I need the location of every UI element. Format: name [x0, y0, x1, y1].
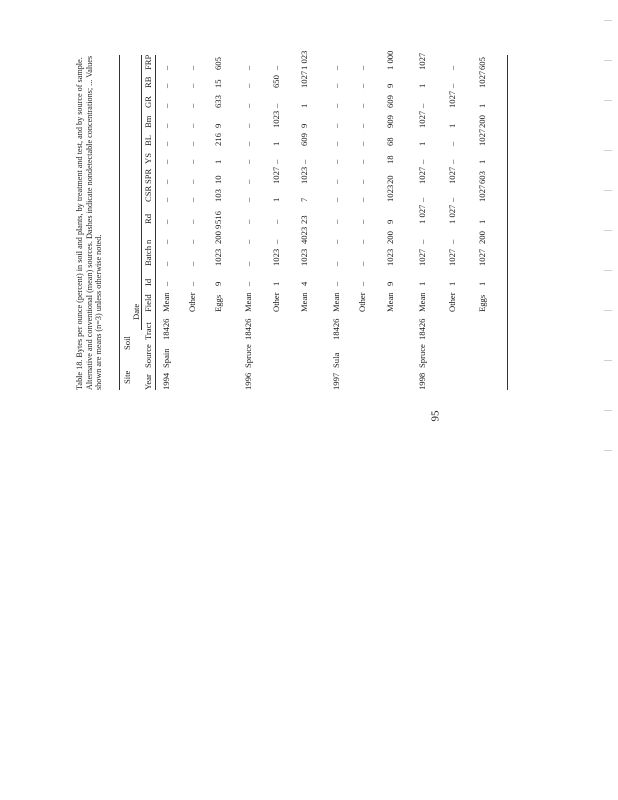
table-cell: –	[331, 197, 341, 202]
table-cell: –	[271, 103, 281, 108]
header-mid-rule	[141, 55, 142, 330]
table-cell: –	[243, 261, 253, 266]
row-label-cell: Other	[447, 292, 457, 312]
table-cell: –	[271, 219, 281, 224]
table-cell: 7	[299, 197, 309, 202]
edge-mark	[604, 230, 612, 231]
header-col: YS	[143, 153, 153, 164]
table-cell: –	[243, 65, 253, 70]
table-cell: 1	[447, 123, 457, 128]
table-cell: –	[417, 197, 427, 202]
table-cell: –	[357, 197, 367, 202]
row-label-cell: Mean	[417, 292, 427, 312]
header-col: Source	[143, 344, 153, 368]
table-cell: 1	[417, 83, 427, 88]
table-cell: 1	[417, 281, 427, 286]
table-cell: –	[187, 103, 197, 108]
table-cell: 15	[213, 79, 223, 88]
row-label-cell: Other	[187, 292, 197, 312]
row-label-cell: 1997	[331, 372, 341, 390]
row-label-cell: 18426	[417, 318, 427, 340]
table-cell: –	[243, 179, 253, 184]
table-cell: –	[331, 123, 341, 128]
header-col: FRP	[143, 54, 153, 70]
table-cell: –	[187, 281, 197, 286]
table-caption: Table 18. Bytes per ounce (percent) in soil and plants, by treatment and test, and by source of sample. Alternative and conventional (mean) sources. Dashes indicate nondetectable concentrations; ... Values shown are means (n=3) unless otherwise noted.	[75, 55, 103, 390]
header-col: n	[143, 239, 153, 244]
page-edge-marks	[604, 0, 614, 500]
table-cell: –	[447, 239, 457, 244]
row-label-cell: 18426	[161, 318, 171, 340]
edge-mark	[604, 190, 612, 191]
table-cell: 1 027	[417, 204, 427, 224]
edge-mark	[604, 310, 612, 311]
table-top-rule	[119, 55, 120, 390]
table-cell: –	[357, 123, 367, 128]
table-cell: –	[161, 239, 171, 244]
table-cell: –	[271, 159, 281, 164]
header-col: BL	[143, 135, 153, 146]
table-cell: –	[447, 141, 457, 146]
row-label-cell: Mean	[331, 292, 341, 312]
header-col: Tract	[143, 322, 153, 340]
table-cell: 9	[385, 219, 395, 224]
table-cell: –	[447, 65, 457, 70]
header-col: GR	[143, 96, 153, 108]
page-number: 95	[429, 410, 442, 422]
table-cell: –	[357, 261, 367, 266]
table-cell: –	[331, 141, 341, 146]
table-cell: –	[161, 179, 171, 184]
table-cell: 103	[213, 189, 223, 202]
header-col: Id	[143, 278, 153, 286]
row-label-cell: Mean	[385, 292, 395, 312]
table-cell: –	[357, 239, 367, 244]
table-cell: –	[417, 159, 427, 164]
table-cell: –	[243, 281, 253, 286]
header-bottom-rule	[155, 55, 156, 390]
table-cell: 1	[477, 219, 487, 224]
table-cell: 1	[271, 141, 281, 146]
header-col: Rd	[143, 213, 153, 224]
edge-mark	[604, 150, 612, 151]
table-cell: –	[331, 103, 341, 108]
header-columns-row	[143, 55, 154, 390]
table-cell: –	[161, 123, 171, 128]
table-cell: 1 023	[299, 50, 309, 70]
table-cell: –	[447, 159, 457, 164]
table-cell: 605	[477, 57, 487, 70]
table-cell: –	[271, 65, 281, 70]
table-cell: 1	[477, 103, 487, 108]
table-cell: –	[447, 83, 457, 88]
table-cell: –	[331, 83, 341, 88]
table-cell: 200 9	[213, 224, 223, 244]
table-cell: –	[161, 141, 171, 146]
header-col: RB	[143, 76, 153, 88]
table-cell: –	[161, 261, 171, 266]
table-cell: –	[161, 281, 171, 286]
table-cell: 1023	[385, 184, 395, 202]
table-cell: 9	[213, 123, 223, 128]
edge-mark	[604, 60, 612, 61]
table-cell: 1027	[417, 52, 427, 70]
row-label-cell: Sula	[331, 352, 341, 368]
table-cell: 1023	[385, 248, 395, 266]
row-label-cell: Eggs	[213, 294, 223, 312]
table-cell: –	[299, 159, 309, 164]
table-bottom-rule	[507, 55, 508, 390]
row-label-cell: Mean	[243, 292, 253, 312]
table-row	[331, 55, 342, 390]
table-cell: –	[331, 159, 341, 164]
table-cell: 18	[385, 155, 395, 164]
table-cell: –	[187, 219, 197, 224]
table-cell: –	[161, 65, 171, 70]
row-label-cell: Mean	[161, 292, 171, 312]
table-cell: –	[161, 159, 171, 164]
table-cell: 1027	[271, 166, 281, 184]
table-cell: –	[357, 83, 367, 88]
table-cell: –	[187, 83, 197, 88]
table-cell: 200	[477, 231, 487, 244]
header-sub-label2: Date	[131, 303, 141, 320]
table-cell: 216	[213, 133, 223, 146]
table-cell: 1027	[477, 248, 487, 266]
table-cell: –	[187, 179, 197, 184]
table-cell: 9	[385, 281, 395, 286]
table-cell: –	[417, 239, 427, 244]
table-cell: –	[243, 103, 253, 108]
row-label-cell: 1998	[417, 372, 427, 390]
table-cell: –	[187, 159, 197, 164]
table-row	[357, 55, 368, 390]
table-cell: 4	[299, 281, 309, 286]
table-cell: 4023	[299, 226, 309, 244]
table-cell: 1 027	[447, 204, 457, 224]
header-col: Field	[143, 294, 153, 312]
table-cell: –	[243, 141, 253, 146]
table-row	[161, 55, 172, 390]
table-cell: 1 000	[385, 50, 395, 70]
table-cell: –	[357, 103, 367, 108]
table-cell: –	[187, 123, 197, 128]
table-cell: 9	[385, 83, 395, 88]
table-cell: 1	[213, 159, 223, 164]
table-cell: 23	[299, 215, 309, 224]
table-cell: –	[243, 83, 253, 88]
table-cell: 516	[213, 211, 223, 224]
table-cell: –	[331, 239, 341, 244]
table-cell: 1023	[299, 166, 309, 184]
table-cell: 1	[271, 197, 281, 202]
table-row	[271, 55, 282, 390]
table-cell: –	[243, 239, 253, 244]
table-cell: 609	[385, 95, 395, 108]
header-group-label: Site	[122, 370, 132, 384]
edge-mark	[604, 100, 612, 101]
table-cell: 609	[299, 133, 309, 146]
edge-mark	[604, 20, 612, 21]
table-cell: 1027	[447, 166, 457, 184]
table-cell: –	[161, 103, 171, 108]
table-cell: 1023	[271, 110, 281, 128]
table-cell: 1023	[213, 248, 223, 266]
table-cell: –	[357, 281, 367, 286]
table-cell: –	[187, 65, 197, 70]
table-cell: 1027	[447, 248, 457, 266]
table-cell: 200	[477, 115, 487, 128]
table-cell: 9	[299, 123, 309, 128]
table-cell: 10	[213, 175, 223, 184]
header-col: Bm	[143, 115, 153, 128]
edge-mark	[604, 360, 612, 361]
table-cell: –	[331, 179, 341, 184]
header-col: Batch	[143, 245, 153, 266]
table-cell: 1	[299, 103, 309, 108]
table-cell: 1027	[477, 70, 487, 88]
table-cell: 1027	[417, 166, 427, 184]
table-cell: 1	[477, 281, 487, 286]
row-label-cell: 18426	[243, 318, 253, 340]
row-label-cell: Other	[357, 292, 367, 312]
table-cell: 1027	[417, 110, 427, 128]
header-sub-label: Soil	[122, 336, 132, 350]
table-cell: –	[161, 219, 171, 224]
table-cell: –	[243, 159, 253, 164]
edge-mark	[604, 450, 612, 451]
table-cell: 1023	[299, 248, 309, 266]
table-cell: –	[161, 83, 171, 88]
table-cell: –	[187, 197, 197, 202]
header-col: Year	[143, 374, 153, 390]
table-row	[213, 55, 224, 390]
table-row	[417, 52, 428, 390]
row-label-cell: Spruce	[243, 344, 253, 368]
table-cell: 1027	[299, 70, 309, 88]
table-cell: 605	[213, 57, 223, 70]
table-cell: 1027	[477, 184, 487, 202]
table-cell: –	[243, 197, 253, 202]
row-label-cell: Spain	[161, 348, 171, 368]
table-cell: –	[331, 65, 341, 70]
table-cell: –	[331, 261, 341, 266]
table-cell: –	[357, 159, 367, 164]
table-cell: –	[331, 219, 341, 224]
header-col: SPR	[143, 168, 153, 184]
table-block	[75, 50, 515, 390]
table-cell: –	[417, 103, 427, 108]
table-row	[187, 55, 198, 390]
table-cell: –	[271, 239, 281, 244]
table-cell: –	[357, 219, 367, 224]
table-cell: 200	[385, 231, 395, 244]
table-cell: 603	[477, 171, 487, 184]
table-cell: –	[243, 219, 253, 224]
table-cell: –	[187, 261, 197, 266]
row-label-cell: 18426	[331, 318, 341, 340]
table-cell: 1027	[447, 90, 457, 108]
table-row	[447, 55, 458, 390]
table-cell: –	[357, 179, 367, 184]
table-row	[385, 50, 396, 390]
table-cell: –	[331, 281, 341, 286]
table-cell: 633	[213, 95, 223, 108]
table-cell: 650	[271, 75, 281, 88]
row-label-cell: Eggs	[477, 294, 487, 312]
table-cell: –	[187, 141, 197, 146]
table-cell: –	[447, 197, 457, 202]
table-cell: 1	[271, 281, 281, 286]
row-label-cell: Mean	[299, 292, 309, 312]
row-label-cell: Spruce	[417, 344, 427, 368]
table-cell: –	[161, 197, 171, 202]
table-cell: 1	[447, 281, 457, 286]
row-label-cell: 1996	[243, 372, 253, 390]
table-cell: –	[187, 239, 197, 244]
table-cell: 1023	[271, 248, 281, 266]
table-cell: 68	[385, 137, 395, 146]
table-row	[243, 55, 254, 390]
header-col: CSR	[143, 185, 153, 202]
edge-mark	[604, 270, 612, 271]
row-label-cell: 1994	[161, 372, 171, 390]
table-cell: 909	[385, 115, 395, 128]
table-cell: 9	[213, 281, 223, 286]
row-label-cell: Other	[271, 292, 281, 312]
table-cell: 20	[385, 175, 395, 184]
table-row	[299, 50, 310, 390]
table-cell: –	[243, 123, 253, 128]
table-cell: 1027	[477, 128, 487, 146]
table-cell: –	[357, 141, 367, 146]
edge-mark	[604, 410, 612, 411]
table-cell: 1	[477, 159, 487, 164]
table-cell: –	[357, 65, 367, 70]
table-cell: 1027	[417, 248, 427, 266]
rotated-table-region	[75, 50, 515, 390]
table-cell: 1	[417, 141, 427, 146]
table-row	[477, 55, 488, 390]
